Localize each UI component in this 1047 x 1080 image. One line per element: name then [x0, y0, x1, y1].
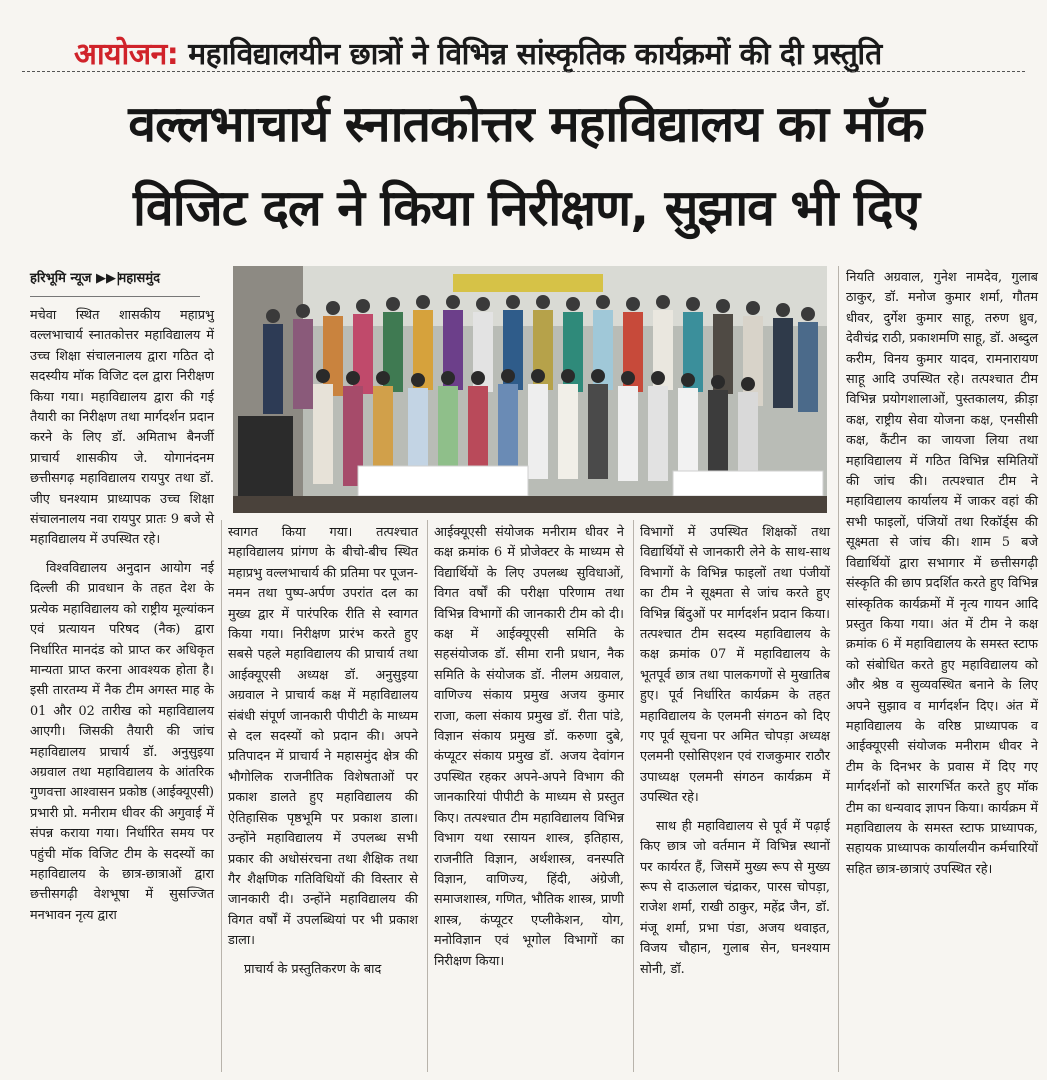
kicker-text: महाविद्यालयीन छात्रों ने विभिन्न सांस्कृतिक कार्यक्रमों की दी प्रस्तुति	[188, 37, 882, 72]
column-divider	[221, 520, 222, 1072]
group-photo-icon	[233, 266, 827, 513]
byline-place: महासमुंद	[118, 271, 160, 286]
column-divider	[633, 520, 634, 1072]
kicker-rule	[22, 71, 1025, 72]
column-5-paragraph-1: नियति अग्रवाल, गुनेश नामदेव, गुलाब ठाकुर, डॉ. मनोज कुमार शर्मा, गौतम धीवर, दुर्गेश कुमार साहू, तरुण ध्रुव, देवीचंद्र राठी, प्रकाशमणि साहू, डॉ. अब्दुल करीम, विनय कुमार यादव, रामनारायण साहू आदि उपस्थित रहे। तत्पश्चात टीम विभिन्न प्रयोगशालाओं, पुस्तकालय, क्रीड़ा कक्ष, राष्ट्रीय सेवा योजना कक्ष, एनसीसी कक्ष, कैंटीन का जायजा लिया तथा महाविद्यालय में गठित विभिन्न समितियों की जांच की। तत्पश्चात टीम ने महाविद्यालय कार्यालय में जाकर वहां की सभी फाइलों, पंजियों तथा रिकॉर्ड्स की सूक्ष्मता से जांच की। शाम 5 बजे विद्यार्थियों द्वारा सभागार में छत्तीसगढ़ी संस्कृति की छाप प्रदर्शित करते हुए विभिन्न सांस्कृतिक कार्यक्रमों में नृत्य गायन आदि प्रस्तुत किया गया। अंत में टीम ने कक्ष क्रमांक 6 में महाविद्यालय के समस्त स्टाफ को संबोधित करते हुए महाविद्यालय को और श्रेष्ठ व सुव्यवस्थित बनाने के लिए अपने सुझाव व मार्गदर्शन दिए। अंत में महाविद्यालय के वरिष्ठ प्राध्यापक व आईक्यूएसी संयोजक मनीराम धीवर ने टीम के दिनभर के प्रवास में दिए गए मार्गदर्शनों को सारगर्भित करते हुए मॉक टीम का धन्यवाद ज्ञापन किया। कार्यक्रम में महाविद्यालय के समस्त स्टाफ प्राध्यापक, सहायक प्राध्यापक कार्यालयीन कर्मचारियों सहित छात्र-छात्राएं उपस्थित रहे।	[846, 270, 1039, 877]
byline-arrows-icon: ▶▶|	[95, 271, 121, 286]
column-divider	[427, 520, 428, 1072]
column-2-paragraph-2: प्राचार्य के प्रस्तुतिकरण के बाद	[244, 961, 382, 977]
column-divider	[838, 266, 839, 1072]
byline-source: हरिभूमि न्यूज	[30, 271, 92, 286]
article-column-2	[228, 523, 418, 980]
article-column-3	[434, 523, 624, 972]
article-column-5	[846, 268, 1038, 880]
column-1-paragraph-2: विश्वविद्यालय अनुदान आयोग नई दिल्ली की प्रावधान के तहत देश के प्रत्येक महाविद्यालय को राष्ट्रीय मूल्यांकन एवं प्रत्यायन परिषद (नैक) द्वारा निर्धारित मानदंड को प्राप्त कर अधिकृत मान्यता प्राप्त करना आवश्यक होता है। इसी तारतम्य में नैक टीम अगस्त माह के 01 और 02 तारीख को महाविद्यालय आएगी। जिसकी तैयारी की जांच महाविद्यालय प्राचार्य डॉ. अनुसुइया अग्रवाल तथा महाविद्यालय के आंतरिक गुणवत्ता आश्वासन प्रकोष्ठ (आईक्यूएसी) प्रभारी प्रो. मनीराम धीवर की अगुवाई में संपन्न कराया गया। निर्धारित समय पर पहुंची मॉक विजिट टीम के सदस्यों का महाविद्यालय के छात्र-छात्राओं द्वारा छत्तीसगढ़ी वेशभूषा में सुसज्जित मनभावन नृत्य द्वारा	[30, 560, 214, 923]
kicker-line	[74, 32, 1014, 72]
article-column-4	[640, 523, 830, 980]
byline	[30, 268, 200, 297]
column-2-paragraph-1: स्वागत किया गया। तत्पश्चात महाविद्यालय प्रांगण के बीचो-बीच स्थित महाप्रभु वल्लभाचार्य की प्रतिमा पर पूजन-नमन तथा पुष्प-अर्पण उपरांत दल का मुख्य द्वार में पारंपरिक रीति से स्वागत किया गया। निरीक्षण प्रारंभ करते हुए सबसे पहले महाविद्यालय की प्राचार्य तथा आईक्यूएसी अध्यक्ष डॉ. अनुसुइया अग्रवाल ने प्राचार्य कक्ष में महाविद्यालय संबंधी संपूर्ण जानकारी पीपीटी के माध्यम से दल सदस्यों को प्रदान की। अपने प्रतिपादन में प्राचार्य ने महासमुंद क्षेत्र की भौगोलिक राजनीतिक विशेषताओं पर प्रकाश डालते हुए महाविद्यालय की ऐतिहासिक पृष्ठभूमि पर प्रकाश डाला। उन्होंने महाविद्यालय में उपलब्ध सभी प्रकार की अधोसंरचना तथा शैक्षिक तथा गैर शैक्षणिक गतिविधियों की विस्तार से जानकारी दी। उन्होंने महाविद्यालय की विगत वर्षों में उपलब्धियां पर भी प्रकाश डाला।	[228, 525, 418, 949]
article-column-1	[30, 306, 214, 926]
headline-line-1: वल्लभाचार्य स्नातकोत्तर महाविद्यालय का मॉक	[128, 95, 924, 153]
column-4-paragraph-1: विभागों में उपस्थित शिक्षकों तथा विद्यार्थियों से जानकारी लेने के साथ-साथ विभागों के विभिन्न फाइलों तथा पंजीयों का टीम ने सूक्ष्मता से जांच करते हुए विभिन्न बिंदुओं पर मार्गदर्शन प्रदान किया। तत्पश्चात टीम सदस्य महाविद्यालय के कक्ष क्रमांक 07 में महाविद्यालय के भूतपूर्व छात्र तथा पालकगणों से मुखातिब हुए। पूर्व निर्धारित कार्यक्रम के तहत महाविद्यालय के एलमनी संगठन को दिए गए पूर्व सूचना पर अमित चोपड़ा अध्यक्ष एलमनी एसोसिएशन एवं राजकुमार राठौर उपाध्यक्ष एलमनी संगठन कार्यक्रम में उपस्थित रहे।	[640, 525, 830, 806]
column-1-paragraph-1: मचेवा स्थित शासकीय महाप्रभु वल्लभाचार्य स्नातकोत्तर महाविद्यालय में उच्च शिक्षा संचालनालय द्वारा गठित दो सदस्यीय मॉक विजिट दल द्वारा निरीक्षण किया गया। महाविद्यालय द्वारा की गई तैयारी का निरीक्षण तथा मार्गदर्शन प्रदान करने के लिए डॉ. अमिताभ बैनर्जी प्राचार्य शासकीय जे. योगानंदनम छत्तीसगढ़ महाविद्यालय रायपुर तथा डॉ. जीए घनश्याम प्राध्यापक उच्च शिक्षा संचालनालय नवा रायपुर प्रातः 9 बजे से महाविद्यालय में उपस्थित रहे।	[30, 308, 214, 548]
group-photo	[233, 266, 827, 513]
column-3-paragraph-1: आईक्यूएसी संयोजक मनीराम धीवर ने कक्ष क्रमांक 6 में प्रोजेक्टर के माध्यम से विद्यार्थियों के लिए उपलब्ध सुविधाओं, विगत वर्षों की परीक्षा परिणाम तथा विभिन्न विभागों की जानकारी टीम को दी। कक्ष में आईक्यूएसी समिति के सहसंयोजक डॉ. सीमा रानी प्रधान, नैक समिति के संयोजक डॉ. नीलम अग्रवाल, वाणिज्य संकाय प्रमुख अजय कुमार राजा, कला संकाय प्रमुख डॉ. रीता पांडे, विज्ञान संकाय प्रमुख डॉ. करुणा दुबे, कंप्यूटर संकाय प्रमुख डॉ. अजय देवांगन उपस्थित रहकर अपने-अपने विभाग की जानकारियां पीपीटी के माध्यम से प्रस्तुत किए। तत्पश्चात टीम महाविद्यालय विभिन्न विभाग यथा रसायन शास्त्र, इतिहास, राजनीति विज्ञान, अर्थशास्त्र, वनस्पति विज्ञान, वाणिज्य, हिंदी, अंग्रेजी, समाजशास्त्र, गणित, भौतिक शास्त्र, प्राणी शास्त्र, कंप्यूटर एप्लीकेशन, योग, मनोविज्ञान एवं भूगोल विभागों का निरीक्षण किया।	[434, 525, 624, 969]
kicker-label: आयोजन:	[74, 37, 179, 72]
headline-line-2: विजिट दल ने किया निरीक्षण, सुझाव भी दिए	[132, 179, 920, 237]
column-4-paragraph-2: साथ ही महाविद्यालय से पूर्व में पढ़ाई किए छात्र जो वर्तमान में विभिन्न स्थानों पर कार्यरत हैं, जिसमें मुख्य रूप से मुख्य रूप से दाऊलाल चंद्राकर, पारस चोपड़ा, राजेश शर्मा, राखी ठाकुर, महेंद्र जैन, डॉ. मंजू शर्मा, प्रभा पंडा, अजय थवाइत, विजय चौहान, गुलाब सेन, घनश्याम सोनी, डॉ.	[640, 818, 830, 977]
